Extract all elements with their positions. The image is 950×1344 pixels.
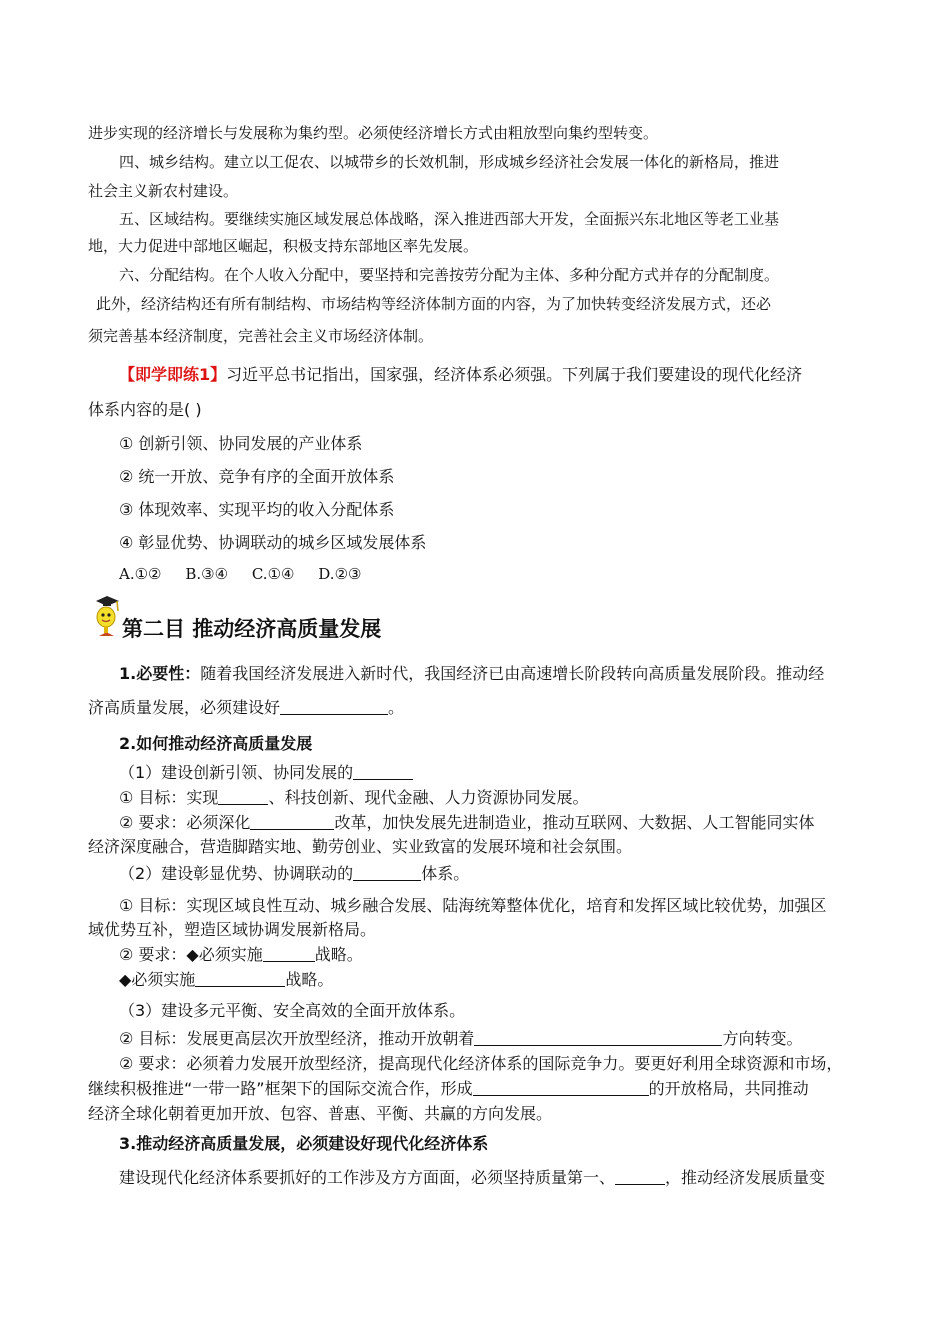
necessity-text-cont: 济高质量发展，必须建设好 bbox=[88, 698, 281, 717]
part3-a1: 建设现代化经济体系要抓好的工作涉及方方面面，必须坚持质量第一、 bbox=[119, 1168, 616, 1187]
fill-blank[interactable] bbox=[474, 1029, 722, 1046]
option-4: ④ 彰显优势、协调联动的城乡区域发展体系 bbox=[119, 533, 427, 552]
para-regional-cont: 地，大力促进中部地区崛起，积极支持东部地区率先发展。 bbox=[88, 237, 479, 255]
part3-line bbox=[119, 1165, 825, 1188]
sub3-line: （3）建设多元平衡、安全高效的全面开放体系。 bbox=[119, 1001, 466, 1020]
sub2-goal-cont: 域优势互补，塑造区域协调发展新格局。 bbox=[88, 920, 377, 939]
sub2-req-b: 战略。 bbox=[314, 945, 363, 964]
para-distribution: 六、分配结构。在个人收入分配中，要坚持和完善按劳分配为主体、多种分配方式并存的分配制度。 bbox=[119, 266, 780, 284]
sub1-goal-b: 、科技创新、现代金融、人力资源协同发展。 bbox=[268, 788, 589, 807]
sub2-req bbox=[119, 942, 363, 965]
fill-blank[interactable] bbox=[263, 945, 315, 962]
part3-a2: ，推动经济发展质量变 bbox=[665, 1168, 826, 1187]
exercise-tag: 【即学即练1】 bbox=[119, 365, 227, 384]
intro-line: 进步实现的经济增长与发展称为集约型。必须使经济增长方式由粗放型向集约型转变。 bbox=[88, 124, 659, 142]
fill-blank[interactable] bbox=[280, 698, 388, 715]
option-2: ② 统一开放、竞争有序的全面开放体系 bbox=[119, 467, 395, 486]
option-1: ① 创新引领、协同发展的产业体系 bbox=[119, 434, 363, 453]
sub2-goal: ① 目标：实现区域良性互动、城乡融合发展、陆海统筹整体优化，培育和发挥区域比较优势，加强区 bbox=[119, 896, 827, 915]
sub2-req2-a: ◆必须实施 bbox=[119, 970, 196, 989]
sub2-line bbox=[119, 861, 469, 884]
sub3-goal-a: ② 目标：发展更高层次开放型经济，推动开放朝着 bbox=[119, 1029, 475, 1048]
sub2-req2 bbox=[119, 967, 333, 990]
sub2-text: （2）建设彰显优势、协调联动的 bbox=[119, 864, 354, 883]
option-3: ③ 体现效率、实现平均的收入分配体系 bbox=[119, 500, 395, 519]
sub1-text: （1）建设创新引领、协同发展的 bbox=[119, 763, 354, 782]
necessity-end: 。 bbox=[388, 698, 405, 717]
sub2-end: 体系。 bbox=[421, 864, 470, 883]
sub3-req-cont bbox=[88, 1076, 809, 1099]
sub3-req-cont2: 经济全球化朝着更加开放、包容、普惠、平衡、共赢的方向发展。 bbox=[88, 1104, 553, 1123]
fill-blank[interactable] bbox=[615, 1168, 665, 1185]
sub1-req-b: 改革，加快发展先进制造业，推动互联网、大数据、人工智能同实体 bbox=[334, 813, 815, 832]
sub1-req-a: ② 要求：必须深化 bbox=[119, 813, 251, 832]
fill-blank[interactable] bbox=[353, 864, 421, 881]
fill-blank[interactable] bbox=[250, 813, 334, 830]
sub1-req-cont: 经济深度融合，营造脚踏实地、勤劳创业、实业致富的发展环境和社会氛围。 bbox=[88, 837, 633, 856]
sub1-line bbox=[119, 760, 413, 783]
sub3-goal bbox=[119, 1026, 802, 1049]
sub3-req: ② 要求：必须着力发展开放型经济，提高现代化经济体系的国际竞争力。要更好利用全球资源和市场， bbox=[119, 1054, 843, 1073]
necessity-label: 1.必要性： bbox=[119, 664, 201, 683]
para-regional: 五、区域结构。要继续实施区域发展总体战略，深入推进西部大开发，全面振兴东北地区等老工业基 bbox=[119, 210, 780, 228]
fill-blank[interactable] bbox=[473, 1079, 649, 1096]
answer-choices: A.①② B.③④ C.①④ D.②③ bbox=[119, 565, 362, 583]
necessity-line bbox=[119, 661, 824, 684]
section-title: 第二目 推动经济高质量发展 bbox=[122, 617, 382, 641]
para-urban-rural: 四、城乡结构。建立以工促农、以城带乡的长效机制，形成城乡经济社会发展一体化的新格局，推进 bbox=[119, 153, 780, 171]
part3-title: 3.推动经济高质量发展，必须建设好现代化经济体系 bbox=[119, 1134, 489, 1153]
fill-blank[interactable] bbox=[218, 788, 268, 805]
sub3-req-b1: 继续积极推进“一带一路”框架下的国际交流合作，形成 bbox=[88, 1079, 473, 1098]
how-title: 2.如何推动经济高质量发展 bbox=[119, 734, 313, 753]
sub3-goal-b: 方向转变。 bbox=[722, 1029, 803, 1048]
sub1-goal bbox=[119, 785, 588, 808]
sub1-goal-a: ① 目标：实现 bbox=[119, 788, 219, 807]
sub2-req2-b: 战略。 bbox=[285, 970, 334, 989]
sub2-req-a: ② 要求：◆必须实施 bbox=[119, 945, 263, 964]
sub3-req-b2: 的开放格局，共同推动 bbox=[648, 1079, 809, 1098]
graduate-mascot-icon bbox=[92, 595, 122, 639]
para-urban-rural-cont: 社会主义新农村建设。 bbox=[88, 182, 239, 200]
exercise-question-text: 习近平总书记指出，国家强，经济体系必须强。下列属于我们要建设的现代化经济 bbox=[226, 365, 803, 384]
necessity-line-cont bbox=[88, 695, 404, 718]
exercise-question-cont: 体系内容的是( ) bbox=[88, 400, 202, 419]
sub1-req bbox=[119, 810, 814, 833]
para-other-cont: 须完善基本经济制度，完善社会主义市场经济体制。 bbox=[88, 327, 434, 345]
fill-blank[interactable] bbox=[195, 970, 285, 987]
fill-blank[interactable] bbox=[353, 763, 413, 780]
exercise-question bbox=[119, 362, 802, 385]
necessity-text: 随着我国经济发展进入新时代，我国经济已由高速增长阶段转向高质量发展阶段。推动经 bbox=[200, 664, 825, 683]
para-other: 此外，经济结构还有所有制结构、市场结构等经济体制方面的内容，为了加快转变经济发展方式，还必 bbox=[96, 295, 772, 313]
